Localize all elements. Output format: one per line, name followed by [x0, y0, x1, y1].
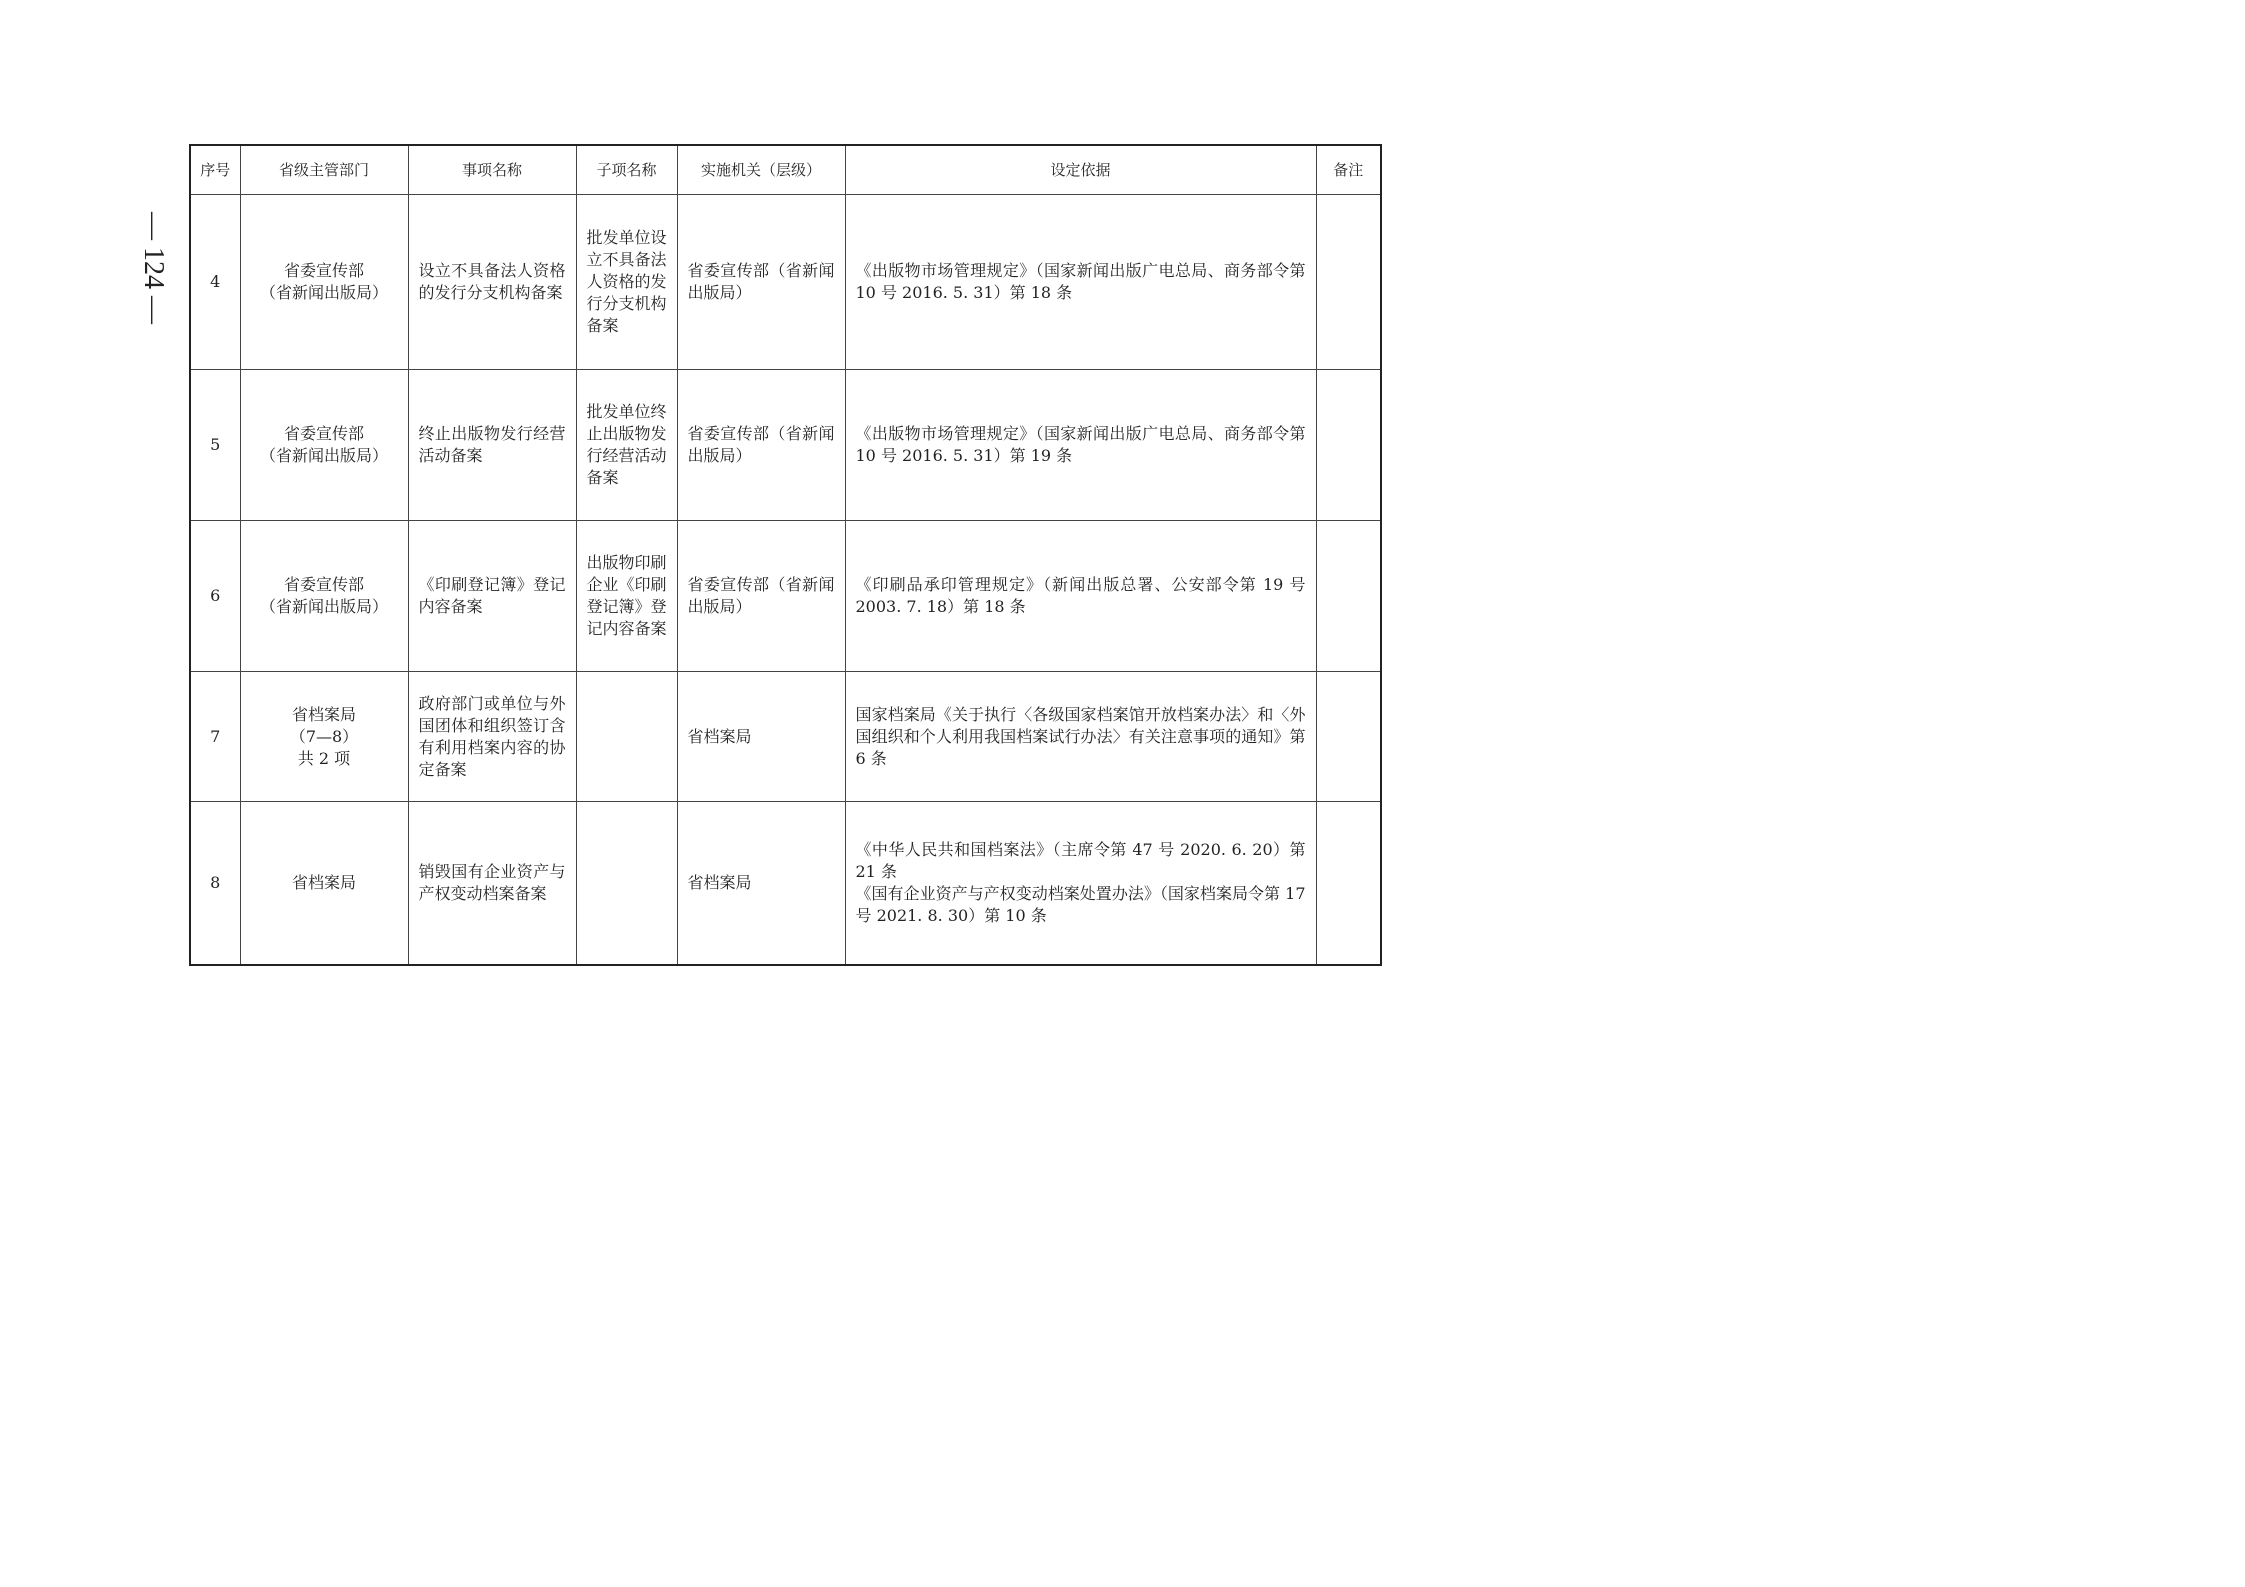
dept-line: （省新闻出版局） [259, 283, 388, 302]
basis-line: 《国有企业资产与产权变动档案处置办法》（国家档案局令第 17 号 2021. 8. 30）第 10 条 [855, 884, 1306, 925]
header-seq: 序号 [190, 145, 240, 195]
cell-basis [845, 802, 1316, 966]
header-subitem: 子项名称 [576, 145, 677, 195]
cell-seq: 7 [190, 672, 240, 802]
cell-note [1316, 195, 1381, 370]
cell-seq: 6 [190, 521, 240, 672]
cell-subitem: 出版物印刷企业《印刷登记簿》登记内容备案 [576, 521, 677, 672]
basis-line: 《出版物市场管理规定》（国家新闻出版广电总局、商务部令第 10 号 2016. 5. 31）第 19 条 [855, 424, 1306, 465]
dept-line: 省档案局 [291, 704, 356, 724]
dept-line: 省档案局 [291, 873, 356, 892]
registration-table [189, 144, 1382, 966]
header-item: 事项名称 [408, 145, 576, 195]
dept-line: 省委宣传部 [283, 424, 364, 443]
cell-seq: 4 [190, 195, 240, 370]
cell-org: 省委宣传部（省新闻出版局） [677, 370, 845, 521]
cell-basis [845, 370, 1316, 521]
cell-basis [845, 672, 1316, 802]
cell-dept [240, 195, 408, 370]
basis-line: 《中华人民共和国档案法》（主席令第 47 号 2020. 6. 20）第 21 条 [855, 840, 1306, 881]
cell-item: 终止出版物发行经营活动备案 [408, 370, 576, 521]
cell-org: 省委宣传部（省新闻出版局） [677, 195, 845, 370]
dept-line: （7—8） [289, 726, 359, 746]
table-row [190, 195, 1381, 370]
cell-org: 省档案局 [677, 802, 845, 966]
basis-line: 国家档案局《关于执行〈各级国家档案馆开放档案办法〉和〈外国组织和个人利用我国档案试行办法〉有关注意事项的通知》第 6 条 [855, 704, 1306, 768]
cell-item: 《印刷登记簿》登记内容备案 [408, 521, 576, 672]
basis-line: 《出版物市场管理规定》（国家新闻出版广电总局、商务部令第 10 号 2016. 5. 31）第 18 条 [855, 261, 1306, 302]
header-note: 备注 [1316, 145, 1381, 195]
cell-org: 省档案局 [677, 672, 845, 802]
table-row [190, 521, 1381, 672]
cell-seq: 5 [190, 370, 240, 521]
page-number: — 124 — [138, 212, 169, 324]
cell-subitem [576, 672, 677, 802]
cell-dept [240, 370, 408, 521]
header-org: 实施机关（层级） [677, 145, 845, 195]
header-dept: 省级主管部门 [240, 145, 408, 195]
cell-org: 省委宣传部（省新闻出版局） [677, 521, 845, 672]
cell-basis [845, 195, 1316, 370]
table-row [190, 370, 1381, 521]
header-basis: 设定依据 [845, 145, 1316, 195]
cell-note [1316, 802, 1381, 966]
cell-subitem: 批发单位终止出版物发行经营活动备案 [576, 370, 677, 521]
dept-line: 共 2 项 [297, 748, 351, 768]
cell-subitem [576, 802, 677, 966]
cell-subitem: 批发单位设立不具备法人资格的发行分支机构备案 [576, 195, 677, 370]
table-row [190, 802, 1381, 966]
cell-seq: 8 [190, 802, 240, 966]
dept-line: 省委宣传部 [283, 575, 364, 594]
cell-item: 设立不具备法人资格的发行分支机构备案 [408, 195, 576, 370]
cell-note [1316, 370, 1381, 521]
cell-item: 政府部门或单位与外国团体和组织签订含有利用档案内容的协定备案 [408, 672, 576, 802]
cell-note [1316, 521, 1381, 672]
cell-item: 销毁国有企业资产与产权变动档案备案 [408, 802, 576, 966]
cell-dept [240, 521, 408, 672]
cell-dept [240, 672, 408, 802]
dept-line: （省新闻出版局） [259, 597, 388, 616]
basis-line: 《印刷品承印管理规定》（新闻出版总署、公安部令第 19 号 2003. 7. 18）第 18 条 [855, 575, 1306, 616]
table-header-row [190, 145, 1381, 195]
cell-note [1316, 672, 1381, 802]
dept-line: （省新闻出版局） [259, 446, 388, 465]
table-row [190, 672, 1381, 802]
dept-line: 省委宣传部 [283, 261, 364, 280]
cell-dept [240, 802, 408, 966]
cell-basis [845, 521, 1316, 672]
